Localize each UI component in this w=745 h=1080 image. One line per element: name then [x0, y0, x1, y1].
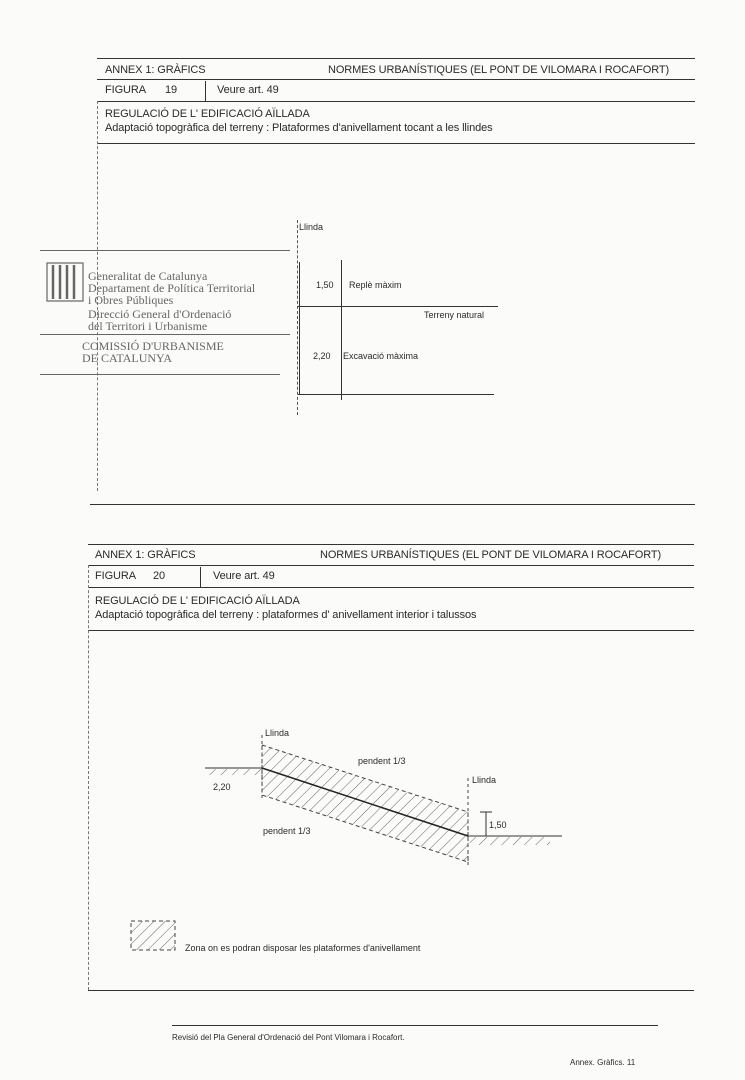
- stamp-line-7: DE CATALUNYA: [82, 351, 173, 365]
- see-article: Veure art. 49: [217, 84, 279, 96]
- stamp-line-5: del Territori i Urbanisme: [88, 319, 208, 333]
- stamp-line-2: Departament de Política Territorial: [88, 281, 256, 295]
- figura-label: FIGURA: [95, 570, 136, 582]
- stamp-line-1: Generalitat de Catalunya: [88, 269, 208, 283]
- figura-label: FIGURA: [105, 84, 146, 96]
- figura-number: 20: [153, 570, 166, 582]
- section-subtitle: Adaptació topogràfica del terreny : Plataformes d'anivellament tocant a les llindes: [105, 122, 493, 134]
- llinda-label: Llinda: [299, 222, 324, 232]
- stamp-line-4: Direcció General d'Ordenació: [88, 307, 232, 321]
- dimension-top: 1,50: [316, 280, 334, 290]
- rule: [88, 990, 694, 991]
- figura-number: 19: [165, 84, 178, 96]
- section-subtitle: Adaptació topogràfica del terreny : plataformes d' anivellament interior i talussos: [95, 609, 477, 621]
- section-title: REGULACIÓ DE L' EDIFICACIÓ AÏLLADA: [95, 595, 300, 607]
- see-article: Veure art. 49: [213, 570, 275, 582]
- annex-title: ANNEX 1: GRÀFICS: [95, 549, 196, 561]
- stamp-line-6: COMISSIÓ D'URBANISME: [82, 339, 224, 353]
- llinda-left-label: Llinda: [265, 728, 290, 738]
- norms-title: NORMES URBANÍSTIQUES (EL PONT DE VILOMARA I ROCAFORT): [320, 549, 662, 561]
- page-number: Annex. Gràfics. 11: [570, 1058, 636, 1067]
- label-max-excavation: Excavació màxima: [343, 351, 419, 361]
- footer-revision: Revisió del Pla General d'Ordenació del Pont Vilomara i Rocafort.: [172, 1033, 405, 1042]
- annex-title: ANNEX 1: GRÀFICS: [105, 64, 206, 76]
- dimension-right: 1,50: [489, 820, 507, 830]
- llinda-right-label: Llinda: [472, 775, 497, 785]
- section-title: REGULACIÓ DE L' EDIFICACIÓ AÏLLADA: [105, 108, 310, 120]
- dimension-bottom: 2,20: [313, 351, 331, 361]
- slope-top-label: pendent 1/3: [358, 756, 406, 766]
- label-natural-terrain: Terreny natural: [424, 310, 485, 320]
- footer-rule: [172, 1025, 658, 1026]
- legend-text: Zona on es podran disposar les plataformes d'anivellament: [185, 943, 421, 953]
- slope-bottom-label: pendent 1/3: [263, 826, 311, 836]
- stamp-line-3: i Obres Públiques: [88, 293, 174, 307]
- label-max-fill: Replè màxim: [349, 280, 402, 290]
- norms-title: NORMES URBANÍSTIQUES (EL PONT DE VILOMARA I ROCAFORT): [328, 64, 670, 76]
- dimension-left: 2,20: [213, 782, 231, 792]
